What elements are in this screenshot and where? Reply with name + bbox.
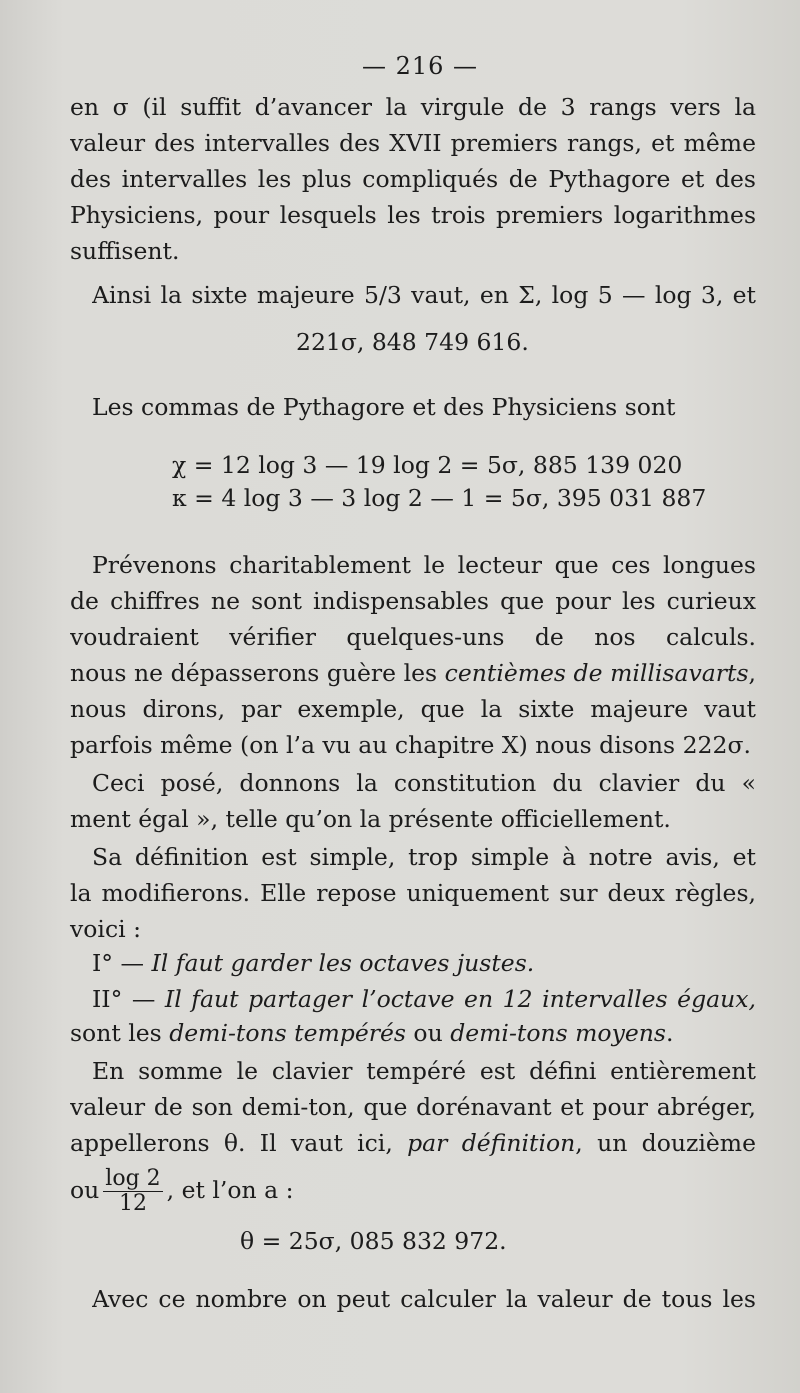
italic-span: centièmes de millisavarts <box>444 659 749 687</box>
text-line <box>70 1126 756 1160</box>
text-line: Ainsi la sixte majeure 5/3 vaut, en Σ, log 5 — log 3, et <box>92 281 756 309</box>
text-line: Ceci posé, donnons la constitution du clavier du « <box>92 769 756 797</box>
text-line <box>70 1164 756 1216</box>
rule-two <box>92 982 756 1016</box>
text-line: En somme le clavier tempéré est défini entièrement <box>92 1057 756 1085</box>
text-line: la modifierons. Elle repose uniquement sur deux règles, <box>70 879 756 907</box>
text-span: , un douzième <box>575 1129 756 1157</box>
text-line: parfois même (on l’a vu au chapitre X) nous disons 222σ. <box>70 731 751 759</box>
text-span: , et l’on a : <box>166 1176 294 1204</box>
text-line: de chiffres ne sont indispensables que pour les curieux <box>70 587 756 615</box>
text-line: valeur des intervalles des XVII premiers rangs, et même <box>70 129 756 157</box>
italic-span: par définition <box>407 1129 576 1157</box>
rule-one <box>92 946 756 980</box>
text-span: . <box>665 1019 674 1047</box>
text-line <box>70 656 756 690</box>
text-span: nous ne dépasserons guère les <box>70 659 445 687</box>
fraction <box>103 1167 162 1216</box>
italic-span: demi-tons moyens <box>450 1019 666 1047</box>
formula-theta: θ = 25σ, 085 832 972. <box>240 1227 507 1255</box>
rule-text: Il faut partager l’octave en 12 intervalles égaux, <box>164 985 756 1013</box>
text-line: Avec ce nombre on peut calculer la valeur de tous les <box>92 1285 756 1313</box>
text-line: Sa définition est simple, trop simple à notre avis, et <box>92 843 756 871</box>
text-line: ment égal », telle qu’on la présente officiellement. <box>70 805 671 833</box>
text-line: des intervalles les plus compliqués de Pythagore et des <box>70 165 756 193</box>
rule-text: Il faut garder les octaves justes. <box>151 949 535 977</box>
text-line: en σ (il suffit d’avancer la virgule de 3 rangs vers la <box>70 93 756 121</box>
text-line: Physiciens, pour lesquels les trois premiers logarithmes <box>70 201 756 229</box>
rule-number: I° — <box>92 949 152 977</box>
text-line <box>70 1016 756 1050</box>
page-number: — 216 — <box>361 52 479 80</box>
formula-comma-physiciens: κ = 4 log 3 — 3 log 2 — 1 = 5σ, 395 031 887 <box>172 484 707 512</box>
fraction-denominator: 12 <box>118 1191 147 1216</box>
text-line: valeur de son demi-ton, que dorénavant et pour abréger, <box>70 1093 756 1121</box>
text-line: suffisent. <box>70 237 180 265</box>
text-line: Prévenons charitablement le lecteur que ces longues <box>92 551 756 579</box>
text-line: voudraient vérifier quelques-uns de nos calculs. <box>70 623 756 651</box>
italic-span: demi-tons tempérés <box>169 1019 406 1047</box>
text-span: ou <box>70 1176 100 1204</box>
formula-sixte: 221σ, 848 749 616. <box>296 328 529 356</box>
text-line: voici : <box>70 915 142 943</box>
text-line: nous dirons, par exemple, que la sixte majeure vaut <box>70 695 756 723</box>
text-span: ou <box>405 1019 451 1047</box>
fraction-numerator: log 2 <box>105 1166 161 1191</box>
text-line: Les commas de Pythagore et des Physiciens sont <box>92 393 676 421</box>
rule-number: II° — <box>92 985 165 1013</box>
formula-comma-pythagore: χ = 12 log 3 — 19 log 2 = 5σ, 885 139 020 <box>172 451 683 479</box>
text-span: appellerons θ. Il vaut ici, <box>70 1129 408 1157</box>
text-span: sont les <box>70 1019 170 1047</box>
text-span: , <box>748 659 756 687</box>
